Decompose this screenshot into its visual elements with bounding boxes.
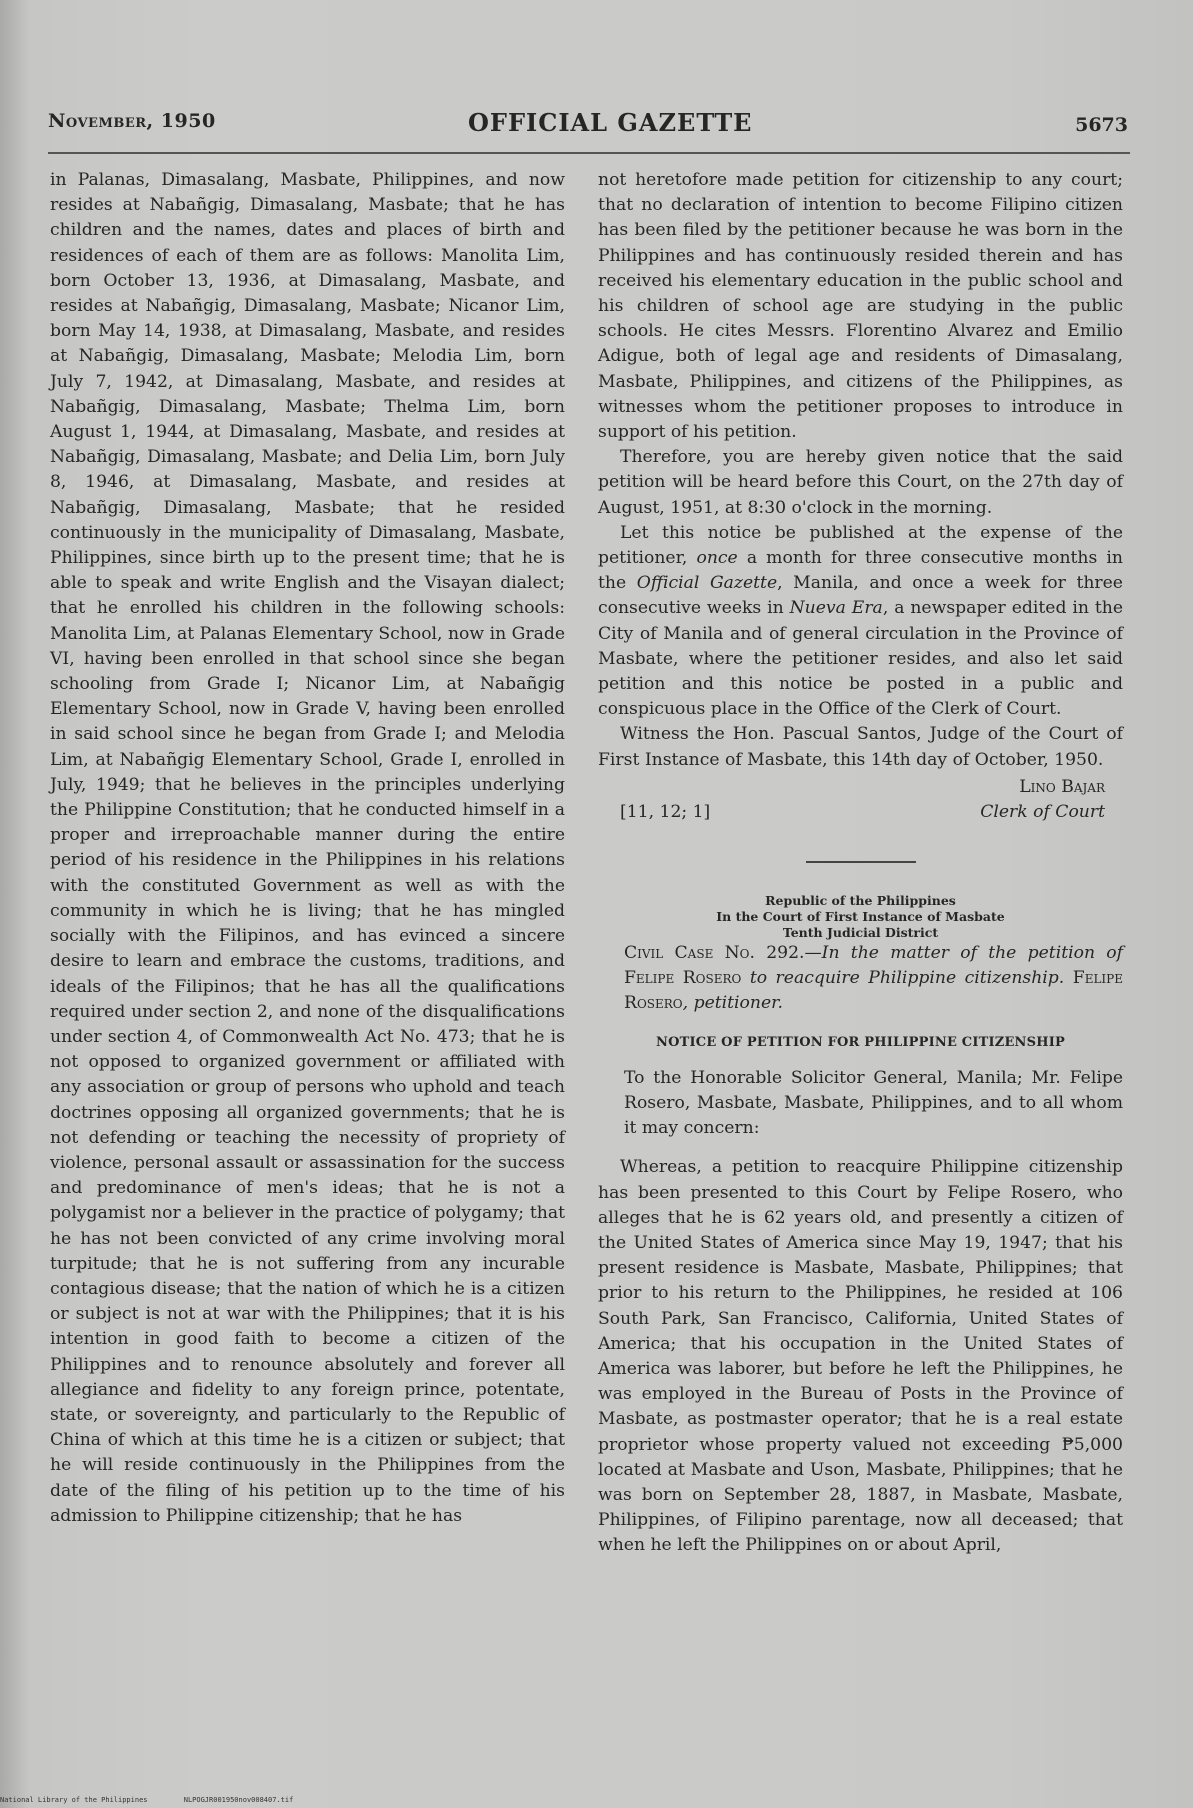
header-title: OFFICIAL GAZETTE [468,108,753,137]
court-heading [598,893,1123,941]
court-line-court: In the Court of First Instance of Masbate [716,908,1005,924]
signature-name: Lino Bajar [1019,776,1105,797]
court-line-district: Tenth Judicial District [782,924,939,940]
page-number: 5673 [1075,114,1128,136]
header-date: November, 1950 [48,110,216,132]
footer-source: National Library of the Philippines [0,1796,148,1804]
paragraph-hearing-notice: Therefore, you are hereby given notice that the said petition will be heard before this Court, on the 27th day of August, 1951, at 8:30 o'clock in the morning. [598,447,1123,518]
publication-reference: [11, 12; 1] [620,801,711,822]
paragraph-witness: Witness the Hon. Pascual Santos, Judge of the Court of First Instance of Masbate, this 14th day of October, 1950. [598,724,1123,770]
scan-footer [0,1796,325,1804]
paragraph-whereas: Whereas, a petition to reacquire Philippine citizenship has been presented to this Court by Felipe Rosero, who alleges that he is 62 years old, and presently a citizen of the United States of America since May 19, 1947; that his present residence is Masbate, Masbate, Philippines; that prior to his return to the Philippines, he resided at 106 South Park, San Francisco, California, United States of America; that his occupation in the United States of America was laborer, but before he left the Philippines, he was employed in the Bureau of Posts in the Province of Masbate, as postmaster operator; that he is a real estate proprietor whose property valued not exceeding ₱5,000 located at Masbate and Uson, Masbate, Philippines; that he was born on September 28, 1887, in Masbate, Masbate, Philippines, of Filipino parentage, now all deceased; that when he left the Philippines on or about April, [598,1157,1123,1556]
signature-block [598,775,1123,827]
notice-title: NOTICE OF PETITION FOR PHILIPPINE CITIZENSHIP [656,1035,1065,1051]
case-caption: Civil Case No. 292.—In the matter of the petition of Felipe Rosero to reacquire Philippine citizenship. Felipe Rosero, petitioner. [624,942,1123,1014]
section-divider [806,861,916,863]
right-column [598,168,1123,1559]
footer-file: NLPOGJR001950nov008407.tif [183,1796,294,1804]
page-header [48,106,1128,146]
header-rule [48,152,1130,154]
paragraph-publication: Let this notice be published at the expense of the petitioner, once a month for three consecutive months in the Official Gazette, Manila, and once a week for three consecutive weeks in Nueva Era, a newspaper edited in the City of Manila and of general circulation in the Province of Masbate, where the petitioner resides, and also let said petition and this notice be posted in a public and conspicuous place in the Office of the Clerk of Court. [598,522,1124,720]
left-column [50,168,565,1529]
paragraph-petition-continued: not heretofore made petition for citizenship to any court; that no declaration of intention to become Filipino citizen has been filed by the petitioner because he was born in the Philippines and has continuously resided therein and has received his elementary education in the public school and his children of school age are studying in the public schools. He cites Messrs. Florentino Alvarez and Emilio Adigue, both of legal age and residents of Dimasalang, Masbate, Philippines, and citizens of the Philippines, as witnesses whom the petitioner proposes to introduce in support of his petition. [598,170,1123,443]
signature-role: Clerk of Court [980,801,1105,822]
court-line-republic: Republic of the Philippines [765,892,956,908]
left-column-text: in Palanas, Dimasalang, Masbate, Philippines, and now resides at Nabañgig, Dimasalang, Masbate; that he has children and the names, dates and places of birth and residences of each of them are as follows: Manolita Lim, born October 13, 1936, at Dimasalang, Masbate, and resides at Nabañgig, Dimasalang, Masbate; Nicanor Lim, born May 14, 1938, at Dimasalang, Masbate, and resides at Nabañgig, Dimasalang, Masbate; Melodia Lim, born July 7, 1942, at Dimasalang, Masbate, and resides at Nabañgig, Dimasalang, Masbate; Thelma Lim, born August 1, 1944, at Dimasalang, Masbate, and resides at Nabañgig, Dimasalang, Masbate; and Delia Lim, born July 8, 1946, at Dimasalang, Masbate, and resides at Nabañgig, Dimasalang, Masbate; that he resided continuously in the municipality of Dimasalang, Masbate, Philippines, since birth up to the present time; that he is able to speak and write English and the Visayan dialect; that he enrolled his children in the following schools: Manolita Lim, at Palanas Elementary School, now in Grade VI, having been enrolled in that school since she began schooling from Grade I; Nicanor Lim, at Nabañgig Elementary School, now in Grade V, having been enrolled in said school since he began from Grade I; and Melodia Lim, at Nabañgig Elementary School, Grade I, enrolled in July, 1949; that he believes in the principles underlying the Philippine Constitution; that he conducted himself in a proper and irreproachable manner during the entire period of his residence in the Philippines in his relations with the constituted Government as well as with the community in which he is living; that he has mingled socially with the Filipinos, and has evinced a sincere desire to learn and embrace the customs, traditions, and ideals of the Filipinos; that he has all the qualifications required under section 2, and none of the disqualifications under section 4, of Commonwealth Act No. 473; that he is not opposed to organized government or affiliated with any association or group of persons who uphold and teach doctrines opposing all organized governments; that he is not defending or teaching the necessity of propriety of violence, personal assault or assassination for the success and predominance of men's ideas; that he is not a polygamist nor a believer in the practice of polygamy; that he has not been convicted of any crime involving moral turpitude; that he is not suffering from any incurable contagious disease; that the nation of which he is a citizen or subject is not at war with the Philippines; that it is his intention in good faith to become a citizen of the Philippines and to renounce absolutely and forever all allegiance and fidelity to any foreign prince, potentate, state, or sovereignty, and particularly to the Republic of China of which at this time he is a citizen or subject; that he will reside continuously in the Philippines from the date of the filing of his petition up to the time of his admission to Philippine citizenship; that he has [50,170,565,1526]
address-block: To the Honorable Solicitor General, Manila; Mr. Felipe Rosero, Masbate, Masbate, Philippines, and to all whom it may concern: [624,1067,1123,1139]
